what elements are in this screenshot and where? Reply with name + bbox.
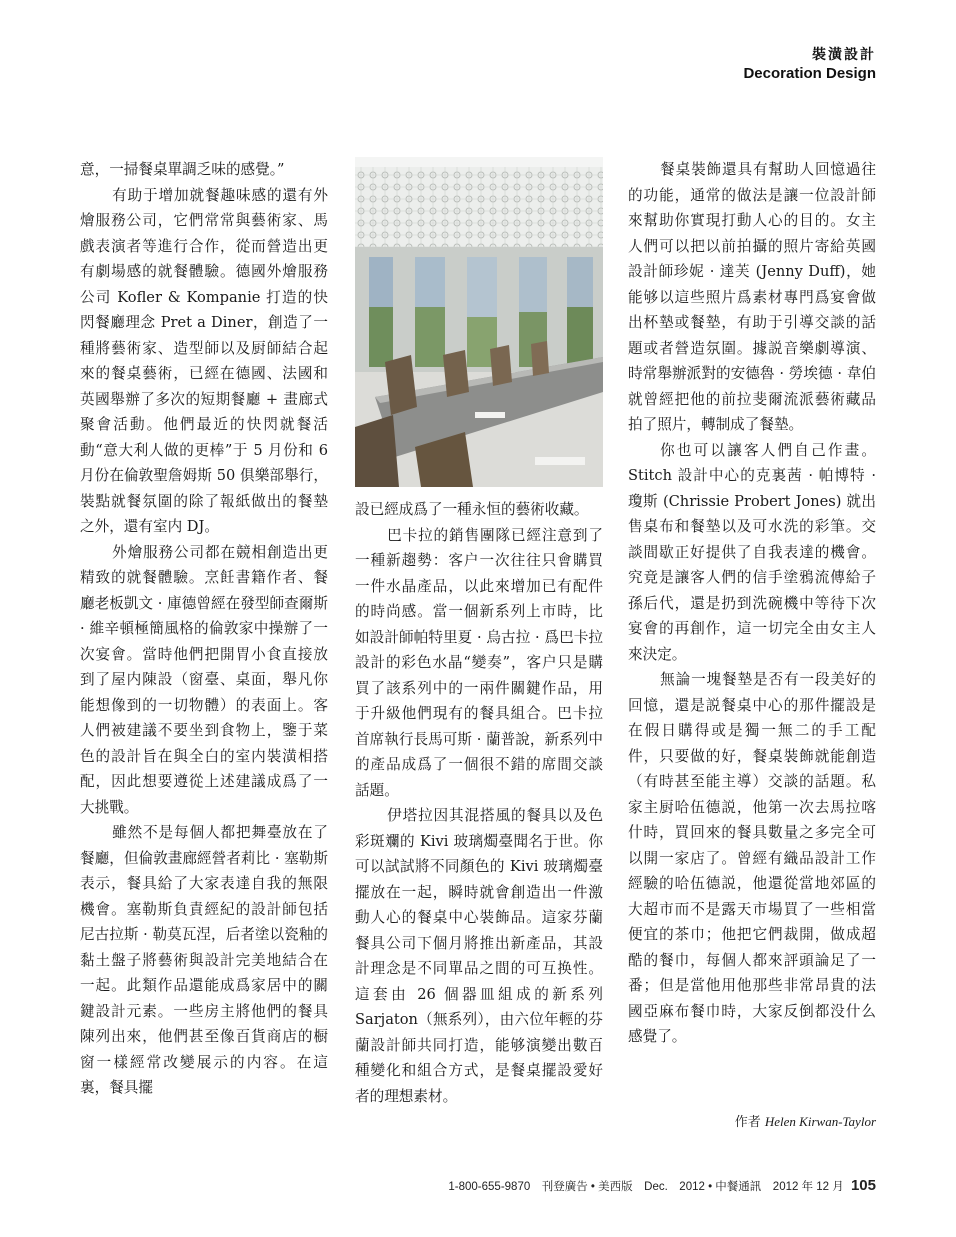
paragraph: 餐桌裝飾還具有幫助人回憶過往的功能，通常的做法是讓一位設計師來幫助你實現打動人心的目的。女主人們可以把以前拍攝的照片寄給英國設計師珍妮 · 達芙 (Jenny Duff)，她能够以這些照片爲素材專門爲宴會做出杯墊或餐墊，有助于引導交談的話題或者營造氛圍。據説音樂劇導演、時常舉辦派對的安德魯 · 勞埃德 · 韋伯就曾經把他的前拉斐爾流派藝術藏品拍了照片，轉制成了餐墊。 — [628, 161, 876, 433]
paragraph: 雖然不是每個人都把舞臺放在了餐廳，但倫敦畫廊經營者莉比 · 塞勒斯表示，餐具給了大家表達自我的無限機會。塞勒斯負責經紀的設計師包括尼古拉斯 · 勒莫瓦涅，后者塗以瓷釉的黏土盤子將藝術與設計完美地結合在一起。此類作品還能成爲家居中的關鍵設計元素。一些房主將他們的餐具陳列出來，他們甚至像百貨商店的橱窗一樣經常改變展示的内容。在這裏，餐具擺 — [80, 824, 328, 1096]
paragraph: 巴卡拉的銷售團隊已經注意到了一種新趨勢：客户一次往往只會購買一件水晶產品，以此來增加已有配件的時尚感。當一個新系列上市時，比如設計師帕特里夏 · 烏古拉 · 爲巴卡拉設計的彩色水晶“變奏”，客户只是購買了該系列中的一兩件關鍵作品，用于升級他們現有的餐具組合。巴卡拉首席執行長馬可斯 · 蘭普說，新系列中的產品成爲了一個很不錯的席間交談話題。 — [355, 526, 603, 799]
paragraph: 外燴服務公司都在競相創造出更精致的就餐體驗。烹飪書籍作者、餐廳老板凱文 · 庫德曾經在發型師查爾斯 · 維辛頓極簡風格的倫敦家中操辦了一次宴會。當時他們把開胃小食直接放到了屋内陳設（窗臺、桌面，舉凡你能想像到的一切物體）的表面上。客人們被建議不要坐到食物上，鑒于菜色的設計旨在與全白的室内裝潢相搭配，因此想要遵從上述建議成爲了一大挑戰。 — [80, 543, 328, 816]
footer-text: 1-800-655-9870 刊登廣告 • 美西版 Dec. 2012 • 中餐通訊 2012 年 12 月 — [448, 1181, 844, 1193]
article-column-middle — [355, 497, 603, 1109]
article-column-left — [80, 157, 328, 1101]
author-prefix: 作者 — [734, 1115, 761, 1130]
author-credit — [735, 1113, 876, 1132]
restaurant-dining-room-illustration — [355, 157, 603, 487]
article-column-right — [628, 157, 876, 1050]
paragraph: 伊塔拉因其混搭風的餐具以及色彩斑斕的 Kivi 玻璃燭臺聞名于世。你可以試試將不同顏色的 Kivi 玻璃燭臺擺放在一起，瞬時就會創造出一件激動人心的餐桌中心裝飾品。這家芬蘭餐具公司下個月將推出新產品，其設計理念是不同單品之間的可互换性。這套由 26 個器皿組成的新系列 Sarjaton（無系列），由六位年輕的芬蘭設計師共同打造，能够演變出數百種變化和組合方式，是餐桌擺設愛好者的理想素材。 — [355, 807, 603, 1105]
page-footer — [448, 1176, 876, 1197]
paragraph: 你也可以讓客人們自己作畫。Stitch 設計中心的克裏茜 · 帕博特 · 瓊斯 (Chrissie Probert Jones) 就出售桌布和餐墊以及可水洗的彩筆。交談間歇正好提供了自我表達的機會。究竟是讓客人們的信手塗鴉流傳給子孫后代，還是扔到洗碗機中等待下次宴會的再創作，這一切完全由女主人來決定。 — [628, 441, 876, 663]
section-header — [743, 46, 876, 84]
paragraph: 有助于增加就餐趣味感的還有外燴服務公司，它們常常與藝術家、馬戲表演者等進行合作，從而營造出更有劇場感的就餐體驗。德國外燴服務公司 Kofler & Kompanie 打造的快閃餐廳理念 Pret a Diner，創造了一種將藝術家、造型師以及厨師結合起來的餐桌藝術，已經在德國、法國和英國舉辦了多次的短期餐廳 + 畫廊式聚會活動。他們最近的快閃就餐活動“意大利人做的更棒”于 5 月份和 6 月份在倫敦聖詹姆斯 50 俱樂部舉行，裝點就餐氛圍的除了報紙做出的餐墊之外，還有室内 DJ。 — [80, 186, 328, 535]
paragraph: 無論一塊餐墊是否有一段美好的回憶，還是説餐桌中心的那件擺設是在假日購得或是獨一無二的手工配件，只要做的好，餐桌裝飾就能創造（有時甚至能主導）交談的話題。私家主厨哈伍德説，他第一次去馬拉喀什時，買回來的餐具數量之多完全可以開一家店了。曾經有織品設計工作經驗的哈伍德説，他還從當地郊區的大超市而不是露天市場買了一些相當便宜的茶巾；他把它們裁開，做成超酷的餐巾，每個人都來評頭論足了一番；但是當他用他那些非常昂貴的法國亞麻布餐巾時，大家反倒都没什么感覺了。 — [628, 671, 876, 1045]
paragraph: 意，一掃餐桌單調乏味的感覺。” — [80, 161, 285, 178]
restaurant-photo — [355, 157, 603, 487]
paragraph: 設已經成爲了一種永恒的藝術收藏。 — [355, 501, 589, 518]
page-number: 105 — [850, 1177, 876, 1194]
author-name: Helen Kirwan-Taylor — [764, 1114, 876, 1129]
section-title-en: Decoration Design — [743, 65, 876, 82]
section-title-zh: 裝潢設計 — [812, 47, 876, 63]
